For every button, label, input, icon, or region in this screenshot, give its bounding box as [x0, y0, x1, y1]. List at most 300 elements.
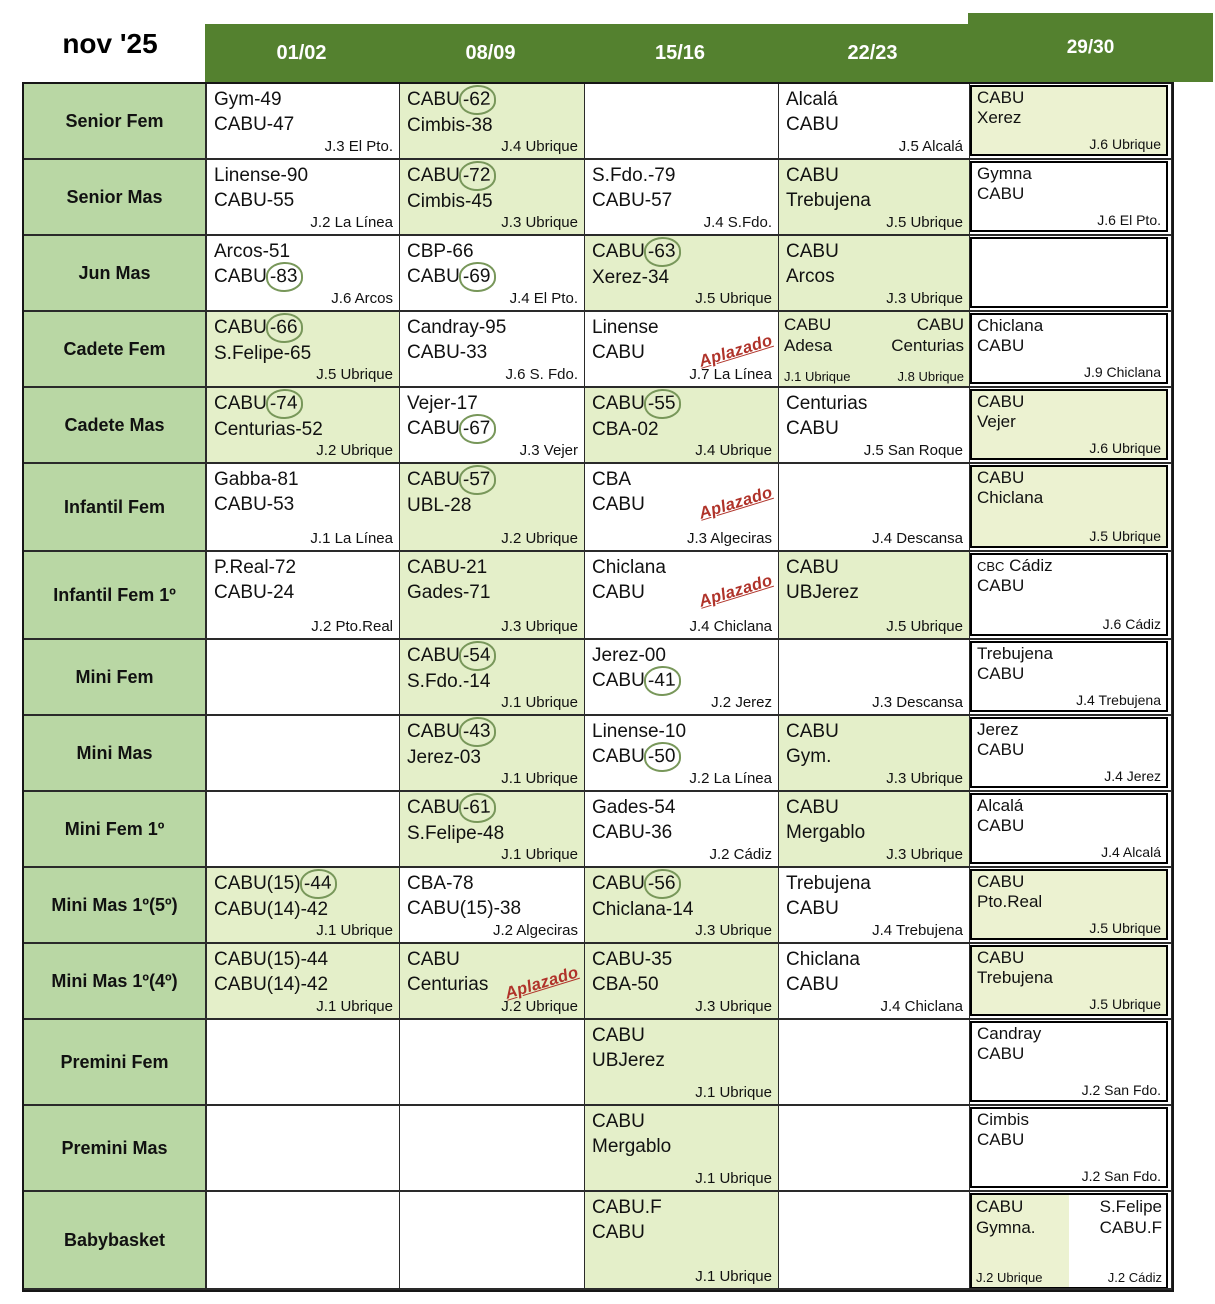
- date-header-1516: 15/16: [654, 41, 706, 64]
- match-line: CABU(15)-44: [214, 949, 329, 970]
- match-cell: [779, 236, 970, 312]
- match-cell: [779, 944, 970, 1020]
- match-line: Gym.: [786, 746, 832, 768]
- jornada-label: J.2 La Línea: [310, 214, 393, 231]
- jornada-label: J.3 Ubrique: [886, 846, 963, 863]
- match-line: CABU: [916, 315, 964, 334]
- jornada-label: J.5 Ubrique: [886, 214, 963, 231]
- match-line: CABU: [786, 797, 839, 818]
- score-circle: -44: [299, 868, 337, 899]
- match-line: Chiclana: [786, 949, 860, 970]
- match-line: Adesa: [784, 336, 833, 356]
- score-circle: -55: [643, 388, 681, 419]
- match-cell: [400, 1020, 585, 1106]
- match-cell: [970, 640, 1172, 716]
- match-cell: [400, 388, 585, 464]
- match-line: CABU-24: [214, 582, 295, 604]
- match-lines: [400, 236, 584, 290]
- match-cell: [779, 868, 970, 944]
- match-cell: [779, 552, 970, 640]
- result-box: [970, 1193, 1168, 1289]
- match-line: CABU: [977, 1130, 1025, 1150]
- match-line: CABU -57: [407, 467, 577, 493]
- match-lines: [784, 314, 869, 357]
- category-cell: Cadete Mas: [24, 388, 207, 464]
- match-line: Vejer: [977, 412, 1016, 432]
- match-line: Candray: [977, 1024, 1042, 1043]
- match-line: CABU-53: [214, 494, 295, 516]
- match-lines: [779, 792, 969, 845]
- match-line: CABU: [786, 241, 839, 262]
- match-lines: [972, 719, 1166, 761]
- jornada-label: J.4 Trebujena: [1076, 692, 1161, 708]
- match-subcell: [972, 1195, 1069, 1287]
- category-cell: Premini Mas: [24, 1106, 207, 1192]
- match-line: CABU-55: [214, 190, 295, 212]
- match-line: CBP-66: [407, 241, 474, 262]
- match-cell: [400, 640, 585, 716]
- match-line: CABU-36: [592, 822, 673, 844]
- match-cell: [585, 1192, 779, 1290]
- match-cell: [779, 792, 970, 868]
- match-line: CABU -69: [407, 264, 577, 290]
- match-lines: [972, 795, 1166, 837]
- match-line: CABU: [976, 1197, 1024, 1216]
- match-cell: [779, 312, 970, 388]
- match-cell: [400, 792, 585, 868]
- match-line: Xerez: [977, 108, 1022, 128]
- match-line: CABU: [786, 418, 839, 440]
- match-cell: [970, 160, 1172, 236]
- jornada-label: J.6 Cádiz: [1102, 616, 1161, 632]
- match-line: Chiclana-14: [592, 899, 694, 921]
- jornada-label: J.4 Jerez: [1104, 768, 1161, 784]
- result-box: [970, 641, 1168, 712]
- jornada-label: J.3 Vejer: [519, 442, 578, 459]
- match-line: CABU: [977, 468, 1025, 487]
- match-line: CBA-78: [407, 873, 474, 894]
- match-cell: [585, 160, 779, 236]
- score-circle: -50: [643, 741, 681, 772]
- match-lines: [585, 640, 778, 694]
- match-lines: [972, 391, 1166, 433]
- match-line: CABU-35: [592, 949, 673, 970]
- jornada-label: J.2 Cádiz: [1107, 1270, 1162, 1285]
- category-cell: Mini Mas 1º(4º): [24, 944, 207, 1020]
- match-cell: [585, 84, 779, 160]
- match-line: CABU: [786, 898, 839, 920]
- match-lines: [207, 868, 399, 922]
- match-cell: [207, 236, 400, 312]
- jornada-label: J.1 Ubrique: [695, 1268, 772, 1285]
- match-cell: [970, 716, 1172, 792]
- match-line: S.Fdo.-14: [407, 671, 491, 693]
- match-line: CBA-02: [592, 419, 659, 441]
- match-cell: [970, 944, 1172, 1020]
- match-line: CABU: [786, 165, 839, 186]
- match-line: Alcalá: [977, 796, 1024, 815]
- score-circle: -41: [643, 665, 681, 696]
- match-lines: [207, 312, 399, 366]
- result-box: [970, 945, 1168, 1016]
- jornada-label: J.3 Ubrique: [695, 922, 772, 939]
- match-line: CABU: [977, 576, 1025, 596]
- small-prefix: CBC: [977, 559, 1005, 574]
- category-cell: Infantil Fem: [24, 464, 207, 552]
- month-title: nov '25: [62, 28, 158, 59]
- match-lines: [976, 1196, 1065, 1239]
- match-lines: [585, 388, 778, 442]
- jornada-label: J.2 San Fdo.: [1081, 1082, 1161, 1098]
- jornada-label: J.3 Ubrique: [886, 290, 963, 307]
- match-cell: [207, 160, 400, 236]
- category-cell: Jun Mas: [24, 236, 207, 312]
- match-line: CABU: [592, 1222, 645, 1244]
- match-cell: [779, 640, 970, 716]
- category-cell: Cadete Fem: [24, 312, 207, 388]
- match-line: Centurias-52: [214, 419, 323, 441]
- result-box: [970, 553, 1168, 636]
- match-cell: [207, 716, 400, 792]
- result-box: [970, 717, 1168, 788]
- match-lines: [972, 315, 1166, 357]
- match-cell: [970, 464, 1172, 552]
- match-lines: [779, 552, 969, 605]
- schedule-grid: [22, 82, 1174, 1292]
- result-box: [970, 1021, 1168, 1102]
- match-line: UBL-28: [407, 495, 472, 517]
- date-header-2223: 22/23: [847, 41, 898, 64]
- jornada-label: J.6 Ubrique: [1089, 440, 1161, 456]
- match-line: CABU(15)-38: [407, 898, 522, 920]
- match-lines: [207, 388, 399, 442]
- jornada-label: J.5 Ubrique: [316, 366, 393, 383]
- match-cell: [779, 1020, 970, 1106]
- match-line: Chiclana: [592, 557, 666, 578]
- match-lines: [207, 160, 399, 213]
- match-lines: [400, 84, 584, 138]
- score-circle: -57: [458, 464, 496, 495]
- match-line: CABU(14)-42: [214, 974, 329, 996]
- jornada-label: J.7 La Línea: [689, 366, 772, 383]
- match-cell: [207, 640, 400, 716]
- jornada-label: J.1 Ubrique: [784, 369, 851, 384]
- jornada-label: J.1 Ubrique: [316, 922, 393, 939]
- match-line: CABU: [786, 557, 839, 578]
- match-cell: [400, 84, 585, 160]
- match-lines: [585, 944, 778, 997]
- match-cell: [970, 552, 1172, 640]
- match-line: CABU: [407, 949, 460, 970]
- match-cell: [970, 1106, 1172, 1192]
- match-cell: [400, 944, 585, 1020]
- match-cell: [779, 464, 970, 552]
- match-cell: [779, 160, 970, 236]
- match-cell: [207, 84, 400, 160]
- match-line: CBA: [592, 469, 632, 490]
- jornada-label: J.1 Ubrique: [501, 846, 578, 863]
- match-subcell: [779, 312, 874, 386]
- aplazado-note: Aplazado: [697, 331, 775, 371]
- category-cell: Senior Fem: [24, 84, 207, 160]
- match-line: CABU: [977, 336, 1025, 356]
- match-lines: [972, 555, 1166, 597]
- jornada-label: J.4 S.Fdo.: [703, 214, 772, 231]
- match-lines: [585, 236, 778, 290]
- category-cell: Mini Mas 1º(5º): [24, 868, 207, 944]
- match-lines: [207, 944, 399, 997]
- match-line: Gymna: [977, 164, 1032, 183]
- match-line: Gym-49: [214, 89, 282, 110]
- match-line: CABU: [977, 392, 1025, 411]
- match-line: CABU: [977, 816, 1025, 836]
- match-line: CABU -74: [214, 391, 392, 417]
- jornada-label: J.9 Chiclana: [1083, 364, 1161, 380]
- jornada-label: J.1 Ubrique: [501, 770, 578, 787]
- match-line: Linense: [592, 317, 659, 338]
- match-cell: [585, 792, 779, 868]
- match-line: Arcos: [786, 266, 835, 288]
- jornada-label: J.2 Ubrique: [501, 530, 578, 547]
- jornada-label: J.3 Ubrique: [501, 618, 578, 635]
- match-cell: [585, 464, 779, 552]
- match-lines: [400, 868, 584, 921]
- match-lines: [585, 1020, 778, 1073]
- score-circle: -67: [458, 413, 496, 444]
- match-line: CABU-57: [592, 190, 673, 212]
- match-cell: [585, 388, 779, 464]
- match-cell: [970, 1192, 1172, 1290]
- aplazado-note: Aplazado: [697, 571, 775, 611]
- match-cell: [585, 312, 779, 388]
- match-line: CABU.F: [1099, 1218, 1162, 1238]
- match-lines: [400, 312, 584, 365]
- jornada-label: J.1 La Línea: [310, 530, 393, 547]
- match-line: UBJerez: [786, 582, 859, 604]
- jornada-label: J.2 Ubrique: [501, 998, 578, 1015]
- match-cell: [970, 312, 1172, 388]
- match-cell: [207, 868, 400, 944]
- match-line: Jerez: [977, 720, 1019, 739]
- jornada-label: J.4 Descansa: [872, 530, 963, 547]
- match-lines: [400, 464, 584, 518]
- match-line: Cimbis-45: [407, 191, 493, 213]
- match-lines: [585, 1192, 778, 1245]
- match-line: CBC Cádiz: [977, 556, 1053, 575]
- match-cell: [400, 868, 585, 944]
- match-cell: [970, 236, 1172, 312]
- match-lines: [585, 868, 778, 922]
- match-cell: [207, 552, 400, 640]
- jornada-label: J.2 Algeciras: [492, 922, 578, 939]
- match-lines: [585, 1106, 778, 1159]
- match-lines: [779, 236, 969, 289]
- jornada-label: J.4 Chiclana: [880, 998, 963, 1015]
- match-lines: [972, 239, 1166, 240]
- jornada-label: J.1 Ubrique: [695, 1084, 772, 1101]
- match-line: CABU(15) -44: [214, 871, 392, 897]
- match-line: CABU -67: [407, 416, 577, 442]
- result-box: [970, 85, 1168, 156]
- jornada-label: J.1 Ubrique: [501, 694, 578, 711]
- match-lines: [972, 87, 1166, 129]
- match-lines: [779, 160, 969, 213]
- jornada-label: J.3 Ubrique: [501, 214, 578, 231]
- jornada-label: J.3 Algeciras: [686, 530, 772, 547]
- score-circle: -69: [458, 261, 496, 292]
- match-cell: [970, 84, 1172, 160]
- match-line: Gabba-81: [214, 469, 299, 490]
- match-cell: [400, 464, 585, 552]
- match-line: S.Felipe-65: [214, 343, 312, 365]
- match-lines: [779, 388, 969, 441]
- match-lines: [207, 84, 399, 137]
- match-line: Chiclana: [977, 488, 1044, 508]
- match-cell: [585, 552, 779, 640]
- match-cell: [207, 388, 400, 464]
- match-line: CABU: [592, 1025, 645, 1046]
- match-lines: [779, 640, 969, 643]
- score-circle: -56: [643, 868, 681, 899]
- match-cell: [970, 792, 1172, 868]
- match-line: Linense-90: [214, 165, 309, 186]
- match-line: CABU -72: [407, 163, 577, 189]
- match-line: Arcos-51: [214, 241, 291, 262]
- match-lines: [1100, 1196, 1162, 1239]
- match-line: CABU: [592, 582, 645, 604]
- category-cell: Babybasket: [24, 1192, 207, 1290]
- score-circle: -62: [458, 84, 496, 115]
- match-cell: [400, 552, 585, 640]
- match-line: Jerez-00: [592, 645, 666, 666]
- score-circle: -74: [265, 388, 303, 419]
- match-line: Gades-54: [592, 797, 676, 818]
- jornada-label: J.3 Descansa: [872, 694, 963, 711]
- score-circle: -63: [643, 236, 681, 267]
- score-circle: -54: [458, 640, 496, 671]
- match-lines: [400, 552, 584, 605]
- result-box: [970, 313, 1168, 384]
- match-lines: [585, 716, 778, 770]
- match-lines: [972, 1109, 1166, 1151]
- match-lines: [400, 388, 584, 442]
- jornada-label: J.2 Ubrique: [976, 1270, 1043, 1285]
- date-header-label: 29/30: [1066, 36, 1115, 58]
- match-line: CABU-21: [407, 557, 488, 578]
- match-line: CABU -61: [407, 795, 577, 821]
- match-cell: [585, 944, 779, 1020]
- jornada-label: J.6 El Pto.: [1097, 212, 1161, 228]
- date-header-0809: 08/09: [465, 41, 516, 64]
- match-cell: [207, 1020, 400, 1106]
- jornada-label: J.2 La Línea: [689, 770, 772, 787]
- jornada-label: J.4 Trebujena: [872, 922, 963, 939]
- match-line: Centurias: [786, 393, 868, 414]
- match-cell: [585, 1106, 779, 1192]
- jornada-label: J.3 Ubrique: [695, 998, 772, 1015]
- match-line: CABU: [977, 88, 1025, 107]
- category-cell: Infantil Fem 1º: [24, 552, 207, 640]
- match-line: CABU: [977, 1044, 1025, 1064]
- match-cell: [207, 1192, 400, 1290]
- match-lines: [400, 716, 584, 770]
- match-line: Gades-71: [407, 582, 491, 604]
- match-line: Chiclana: [977, 316, 1044, 335]
- match-line: CBA-50: [592, 974, 659, 996]
- match-line: CABU.F: [592, 1197, 662, 1218]
- match-subcell: [1069, 1195, 1166, 1287]
- match-lines: [779, 84, 969, 137]
- match-line: Vejer-17: [407, 393, 478, 414]
- match-line: Alcalá: [786, 89, 838, 110]
- match-lines: [779, 868, 969, 921]
- match-line: S.Fdo.-79: [592, 165, 676, 186]
- match-line: UBJerez: [592, 1050, 665, 1072]
- aplazado-note: Aplazado: [503, 963, 581, 1003]
- match-lines: [972, 871, 1166, 913]
- jornada-label: J.2 Ubrique: [316, 442, 393, 459]
- match-lines: [972, 1023, 1166, 1065]
- match-line: CABU: [786, 974, 839, 996]
- match-line: CABU: [784, 315, 832, 334]
- match-cell: [585, 868, 779, 944]
- match-line: CABU -62: [407, 87, 577, 113]
- jornada-label: J.4 Chiclana: [689, 618, 772, 635]
- match-cell: [400, 1192, 585, 1290]
- match-line: Candray-95: [407, 317, 507, 338]
- match-line: CABU(14)-42: [214, 899, 329, 921]
- jornada-label: J.6 Arcos: [331, 290, 393, 307]
- match-line: CABU -66: [214, 315, 392, 341]
- jornada-label: J.5 Ubrique: [1089, 528, 1161, 544]
- match-lines: [972, 163, 1166, 205]
- match-cell: [400, 160, 585, 236]
- match-line: CABU: [592, 494, 645, 516]
- match-lines: [779, 464, 969, 467]
- match-cell: [970, 1020, 1172, 1106]
- match-cell: [970, 388, 1172, 464]
- jornada-label: J.4 El Pto.: [509, 290, 578, 307]
- match-lines: [972, 467, 1166, 509]
- match-cell: [585, 640, 779, 716]
- match-cell: [779, 1192, 970, 1290]
- match-line: CABU-33: [407, 342, 488, 364]
- result-box: [970, 465, 1168, 548]
- match-line: CABU -56: [592, 871, 771, 897]
- match-lines: [779, 716, 969, 769]
- match-lines: [585, 792, 778, 845]
- result-box: [970, 793, 1168, 864]
- match-line: Linense-10: [592, 721, 687, 742]
- jornada-label: J.2 Jerez: [711, 694, 772, 711]
- match-line: CABU -63: [592, 239, 771, 265]
- match-lines: [400, 640, 584, 694]
- jornada-label: J.3 El Pto.: [324, 138, 393, 155]
- match-line: CABU -55: [592, 391, 771, 417]
- match-cell: [585, 236, 779, 312]
- jornada-label: J.5 Ubrique: [1089, 920, 1161, 936]
- score-circle: -61: [458, 792, 496, 823]
- match-line: CABU -83: [214, 264, 392, 290]
- match-line: Trebujena: [977, 968, 1053, 988]
- jornada-label: J.2 Pto.Real: [311, 618, 393, 635]
- match-line: Mergablo: [592, 1136, 672, 1158]
- jornada-label: J.5 Alcalá: [898, 138, 963, 155]
- jornada-label: J.5 Ubrique: [1089, 996, 1161, 1012]
- category-cell: Mini Fem 1º: [24, 792, 207, 868]
- match-line: CABU: [977, 872, 1025, 891]
- result-box: [970, 869, 1168, 940]
